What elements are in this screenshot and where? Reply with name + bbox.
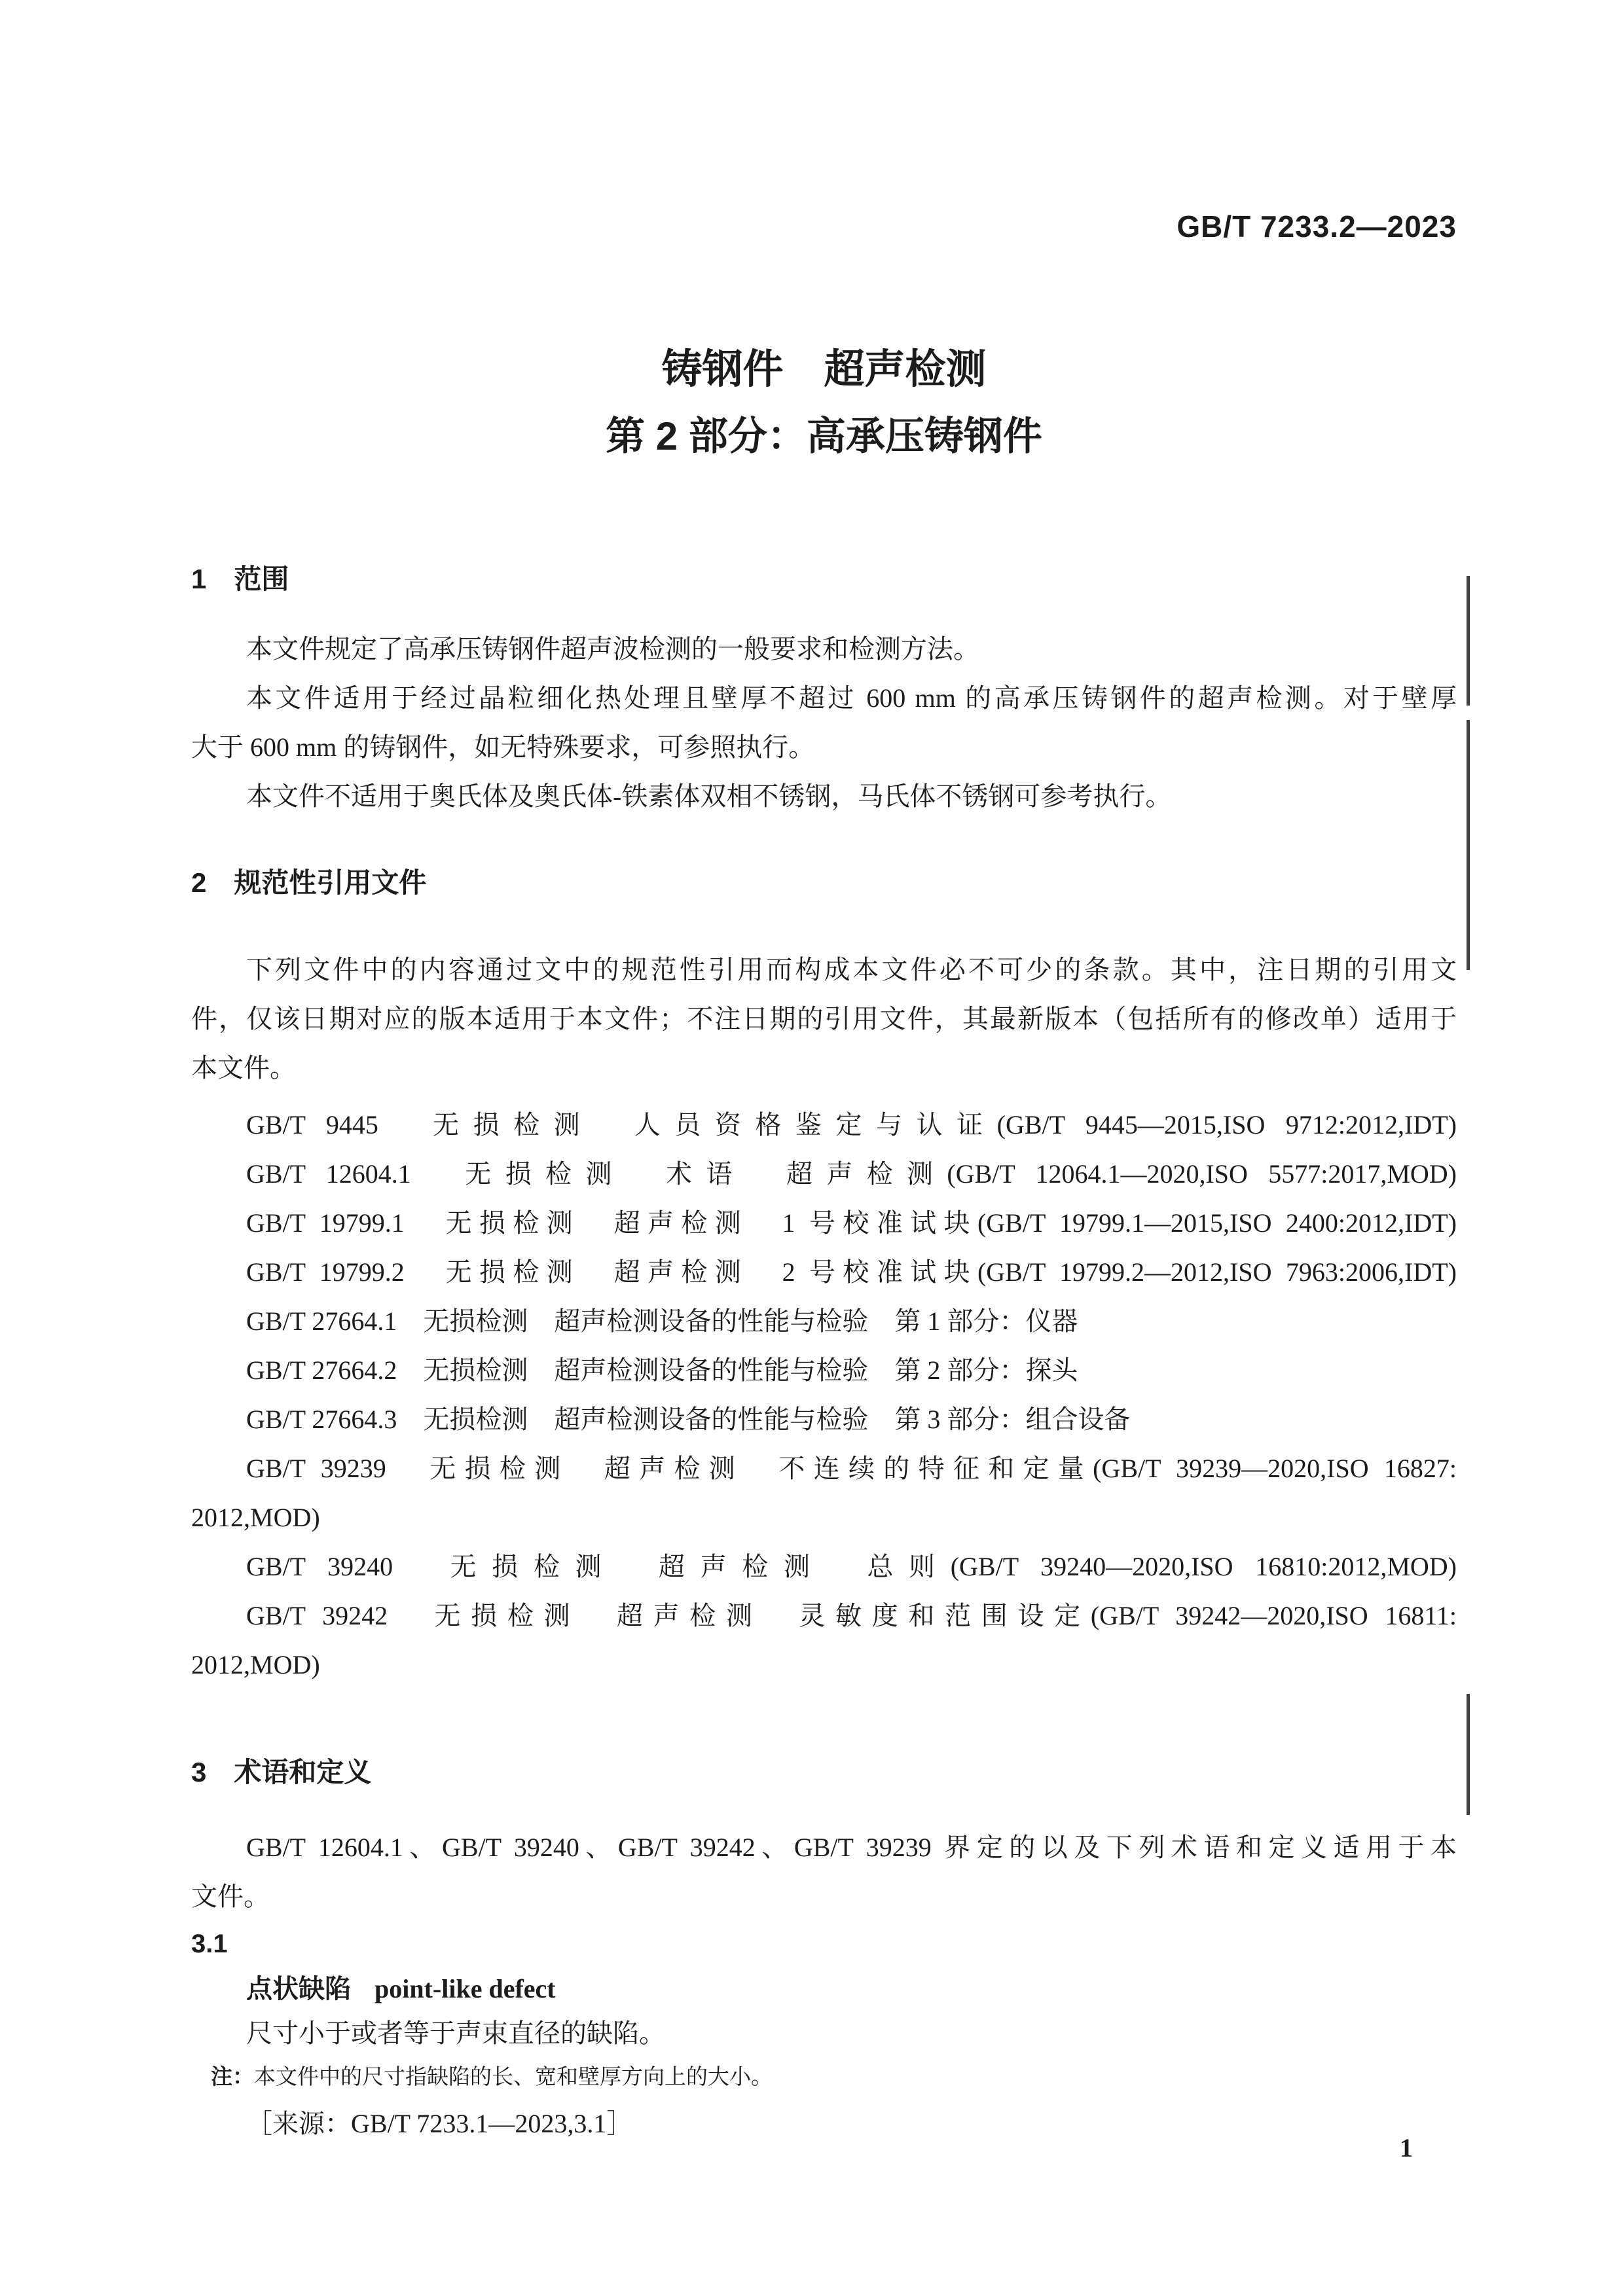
reference-item: GB/T 19799.1 无损检测 超声检测 1 号校准试块(GB/T 19799.1—2015,ISO 2400:2012,IDT): [246, 1208, 1457, 1238]
document-title-line1: 铸钢件 超声检测: [661, 347, 987, 392]
reference-item: GB/T 39239 无损检测 超声检测 不连续的特征和定量(GB/T 39239—2020,ISO 16827:: [246, 1454, 1457, 1483]
terms-intro-line: GB/T 12604.1、GB/T 39240、GB/T 39242、GB/T 39239 界定的以及下列术语和定义适用于本: [246, 1833, 1457, 1862]
section-heading-scope: 1 范围: [191, 564, 289, 594]
section-heading-terms: 3 术语和定义: [191, 1757, 372, 1787]
section-heading-references: 2 规范性引用文件: [191, 867, 427, 898]
references-intro-line: 本文件。: [191, 1053, 296, 1083]
reference-item: GB/T 39242 无损检测 超声检测 灵敏度和范围设定(GB/T 39242—2020,ISO 16811:: [246, 1601, 1457, 1630]
reference-item: GB/T 39240 无损检测 超声检测 总则(GB/T 39240—2020,ISO 16810:2012,MOD): [246, 1552, 1457, 1581]
terms-intro-line: 文件。: [191, 1882, 270, 1911]
scope-line: 大于 600 mm 的铸钢件，如无特殊要求，可参照执行。: [191, 732, 815, 762]
references-intro-line: 件，仅该日期对应的版本适用于本文件；不注日期的引用文件，其最新版本（包括所有的修改单）适用于: [191, 1004, 1457, 1033]
change-bar: [1467, 576, 1470, 706]
scope-paragraphs: [191, 624, 1457, 821]
note-line: [191, 2056, 1457, 2098]
document-title-line2: 第 2 部分：高承压铸钢件: [606, 414, 1042, 458]
references-intro-line: 下列文件中的内容通过文中的规范性引用而构成本文件必不可少的条款。其中，注日期的引用文: [246, 955, 1457, 984]
reference-item: GB/T 12604.1 无损检测 术语 超声检测(GB/T 12064.1—2020,ISO 5577:2017,MOD): [246, 1159, 1457, 1189]
term-english: point-like defect: [374, 1974, 556, 2003]
references-list: [191, 1100, 1457, 1689]
terms-intro: [191, 1823, 1457, 1921]
scope-line: 本文件不适用于奥氏体及奥氏体-铁素体双相不锈钢，马氏体不锈钢可参考执行。: [246, 781, 1172, 811]
scope-line: 本文件规定了高承压铸钢件超声波检测的一般要求和检测方法。: [246, 634, 979, 664]
reference-item: GB/T 27664.3 无损检测 超声检测设备的性能与检验 第 3 部分：组合设备: [246, 1405, 1131, 1434]
references-intro: [191, 945, 1457, 1092]
standard-code: GB/T 7233.2—2023: [1176, 209, 1457, 243]
reference-item: GB/T 27664.1 无损检测 超声检测设备的性能与检验 第 1 部分：仪器: [246, 1306, 1078, 1336]
definition-line: 尺寸小于或者等于声束直径的缺陷。: [246, 2018, 665, 2048]
reference-item: GB/T 9445 无损检测 人员资格鉴定与认证(GB/T 9445—2015,ISO 9712:2012,IDT): [246, 1110, 1457, 1139]
reference-item-continuation: 2012,MOD): [191, 1503, 320, 1532]
note-text: 本文件中的尺寸指缺陷的长、宽和壁厚方向上的大小。: [254, 2066, 773, 2089]
change-bar: [1467, 720, 1470, 970]
term-chinese: 点状缺陷: [246, 1975, 351, 2003]
reference-item-continuation: 2012,MOD): [191, 1650, 320, 1679]
reference-item: GB/T 19799.2 无损检测 超声检测 2 号校准试块(GB/T 19799.2—2012,ISO 7963:2006,IDT): [246, 1257, 1457, 1287]
change-bar: [1467, 1694, 1470, 1815]
scope-line: 本文件适用于经过晶粒细化热处理且壁厚不超过 600 mm 的高承压铸钢件的超声检测。对于壁厚: [246, 683, 1457, 713]
reference-item: GB/T 27664.2 无损检测 超声检测设备的性能与检验 第 2 部分：探头: [246, 1355, 1078, 1385]
source-line: ［来源：GB/T 7233.1—2023,3.1］: [246, 2109, 633, 2138]
page-number: 1: [1400, 2133, 1413, 2162]
term-line: [191, 1967, 1457, 2011]
clause-number: 3.1: [191, 1929, 228, 1958]
text-column: [191, 208, 1457, 2147]
note-label: 注：: [211, 2064, 254, 2089]
